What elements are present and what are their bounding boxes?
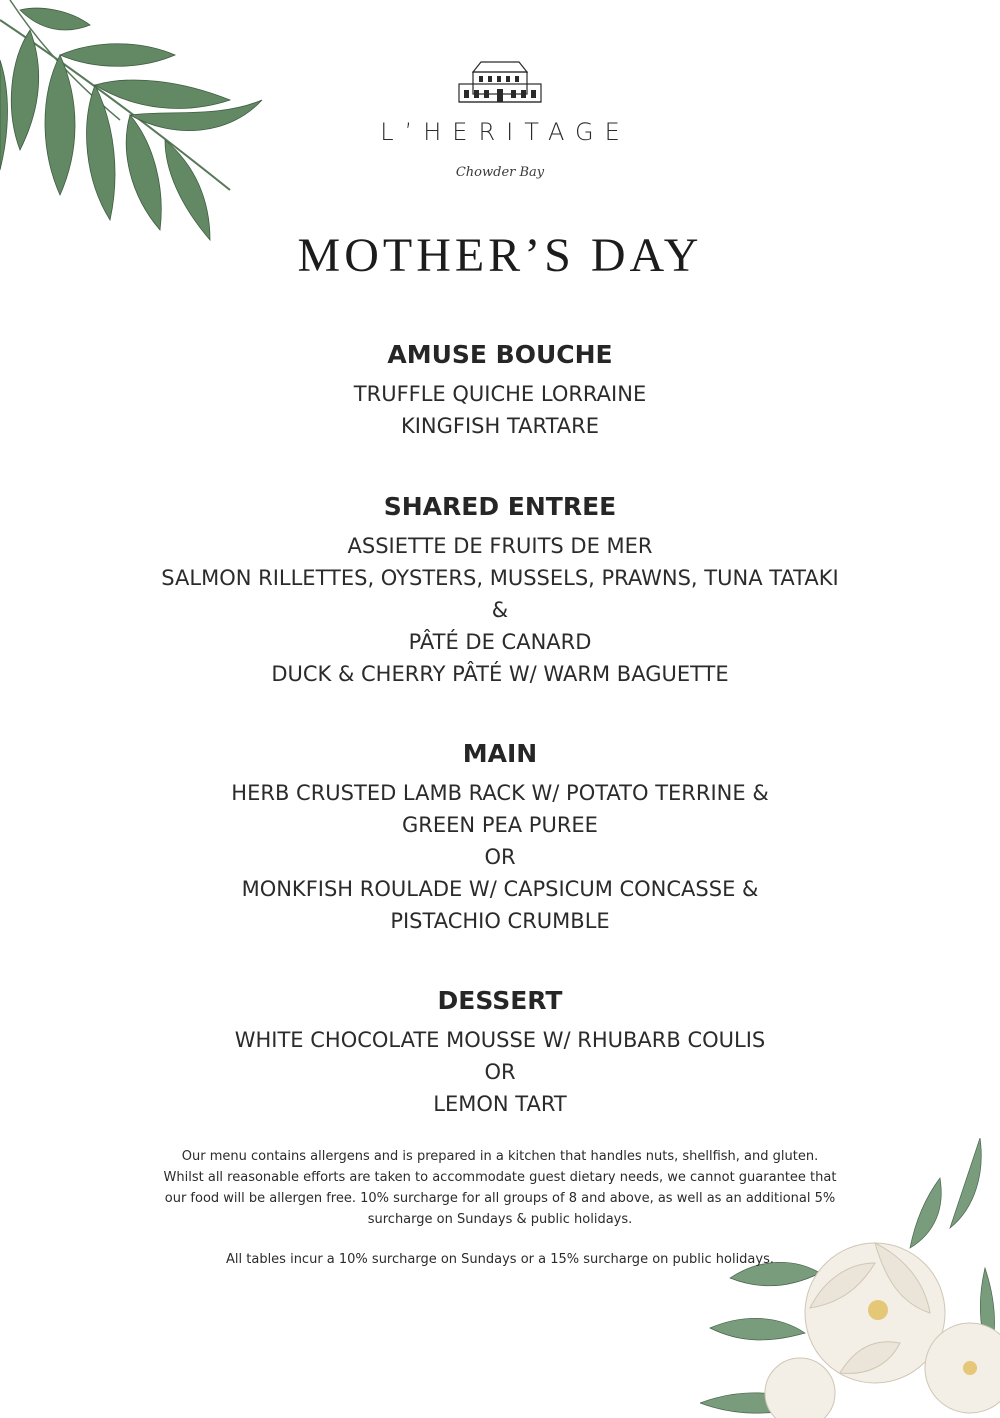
menu-item: GREEN PEA PUREE: [402, 813, 598, 837]
surcharge-note: All tables incur a 10% surcharge on Sundays or a 15% surcharge on public holidays.: [226, 1252, 774, 1267]
menu-section-dessert: [0, 984, 1000, 1120]
menu-item: MONKFISH ROULADE W/ CAPSICUM CONCASSE &: [241, 877, 759, 901]
menu-item: OR: [484, 845, 516, 869]
menu-item: KINGFISH TARTARE: [400, 414, 600, 438]
brand-name: L’HERITAGE: [380, 118, 631, 146]
menu-item: HERB CRUSTED LAMB RACK W/ POTATO TERRINE &: [231, 781, 769, 805]
section-title: SHARED ENTREE: [383, 492, 617, 521]
section-title: MAIN: [462, 739, 538, 768]
section-title: DESSERT: [437, 986, 563, 1015]
menu-item: ASSIETTE DE FRUITS DE MER: [347, 534, 653, 558]
menu-item: PISTACHIO CRUMBLE: [390, 909, 610, 933]
menu-notes: [160, 1146, 840, 1270]
menu-section-amuse-bouche: [0, 338, 1000, 442]
menu-item: PÂTÉ DE CANARD: [408, 630, 592, 654]
page-title: MOTHER’S DAY: [297, 229, 703, 282]
menu-item: SALMON RILLETTES, OYSTERS, MUSSELS, PRAWNS, TUNA TATAKI: [161, 566, 839, 590]
menu-item: DUCK & CHERRY PÂTÉ W/ WARM BAGUETTE: [271, 662, 729, 686]
section-title: AMUSE BOUCHE: [387, 340, 613, 369]
menu-item: OR: [484, 1060, 516, 1084]
menu-item: WHITE CHOCOLATE MOUSSE W/ RHUBARB COULIS: [234, 1028, 766, 1052]
menu-item: LEMON TART: [433, 1092, 567, 1116]
heritage-house-icon: [455, 58, 545, 106]
menu-section-shared-entree: [0, 490, 1000, 690]
menu-section-main: [0, 737, 1000, 937]
brand-location: Chowder Bay: [455, 165, 545, 180]
allergen-note: Our menu contains allergens and is prepared in a kitchen that handles nuts, shellfish, and gluten. Whilst all reasonable efforts are taken to accommodate guest dietary needs, we cannot guarantee that our food will be allergen free. 10% surcharge for all groups of 8 and above, as well as an additional 5% surcharge on Sundays & public holidays.: [163, 1149, 837, 1227]
menu-item: TRUFFLE QUICHE LORRAINE: [353, 382, 647, 406]
menu-item: &: [491, 598, 509, 622]
